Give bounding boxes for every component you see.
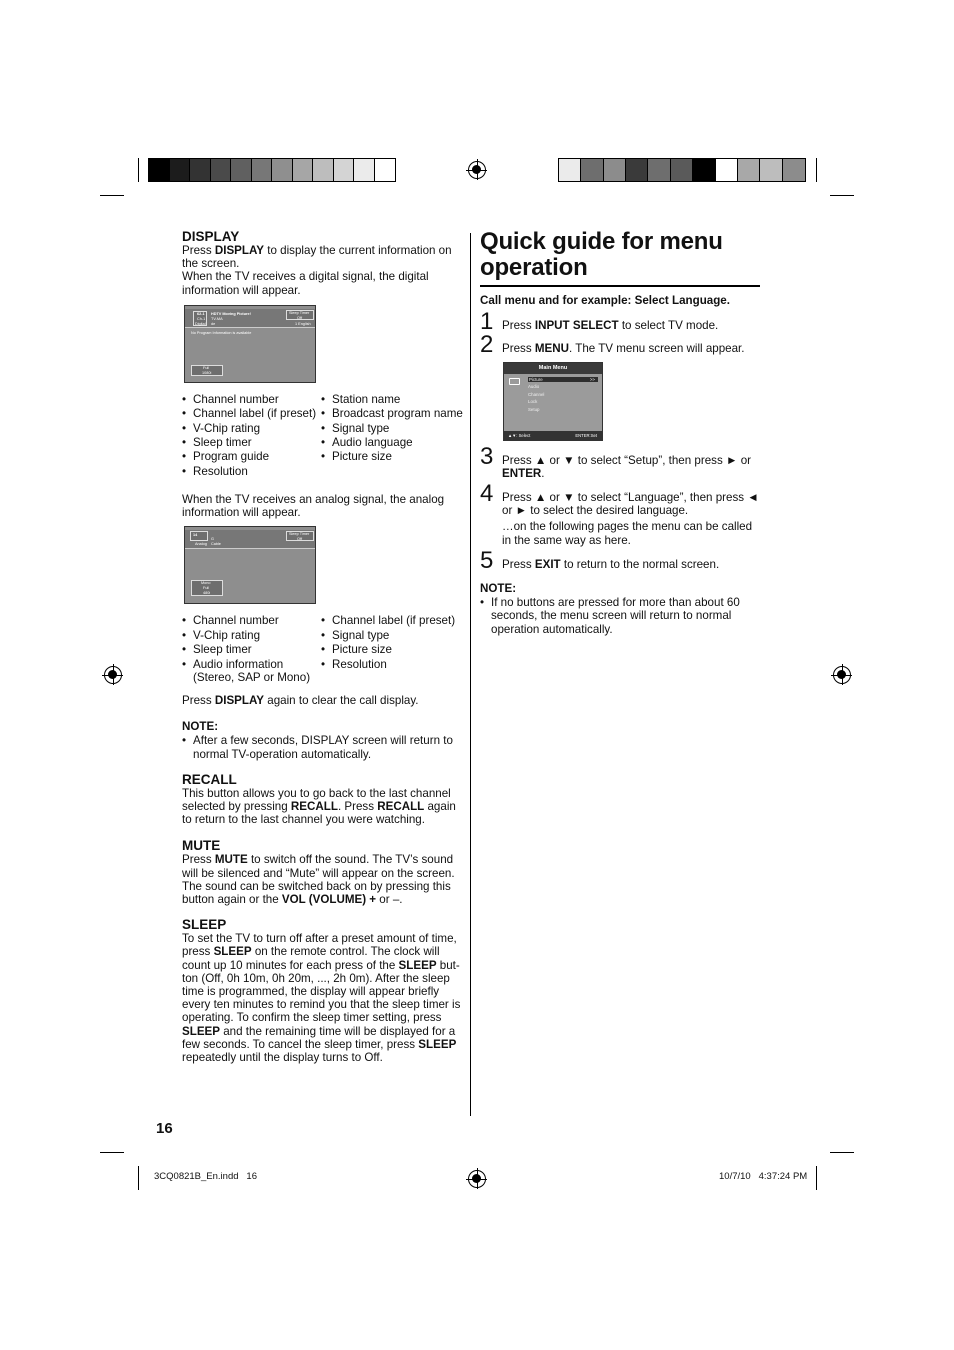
- color-swatch: [252, 159, 273, 181]
- step-1: 1 Press INPUT SELECT to select TV mode.: [480, 308, 719, 336]
- menu-item-setup: Setup: [528, 406, 540, 412]
- color-swatch: [604, 159, 626, 181]
- color-swatch: [581, 159, 603, 181]
- menu-item-channel: Channel: [528, 391, 545, 397]
- recall-heading: RECALL: [182, 771, 237, 787]
- list-item: • Broadcast program name: [321, 407, 463, 420]
- color-swatch: [693, 159, 715, 181]
- color-swatch: [559, 159, 581, 181]
- list-item: • Program guide: [182, 450, 321, 463]
- color-swatch: [211, 159, 232, 181]
- color-swatch: [626, 159, 648, 181]
- registration-mark-icon: [468, 161, 486, 179]
- crop-mark: [138, 158, 139, 182]
- mute-heading: MUTE: [182, 838, 221, 854]
- menu-note-heading: NOTE:: [480, 582, 517, 596]
- display-intro: Press DISPLAY to display the current information on the screen.: [182, 244, 452, 271]
- display-clear-text: Press DISPLAY again to clear the call display.: [182, 693, 419, 707]
- color-swatch: [149, 159, 170, 181]
- crop-mark: [830, 195, 854, 196]
- list-item: • V-Chip rating: [182, 629, 321, 642]
- menu-item-lock: Lock: [528, 398, 538, 404]
- page-title: Quick guide for menu operation: [480, 228, 723, 281]
- digital-info-list: [182, 393, 464, 478]
- color-swatch: [170, 159, 191, 181]
- display-note-heading: NOTE:: [182, 720, 219, 734]
- color-swatch: [190, 159, 211, 181]
- color-swatch: [293, 159, 314, 181]
- crop-mark: [100, 1152, 124, 1153]
- color-swatch: [231, 159, 252, 181]
- crop-mark: [100, 195, 124, 196]
- recall-text: This button allows you to go back to the last channel selected by pressing RECALL. Press RECALL again to return to the last channel you were watching.: [182, 786, 456, 827]
- menu-item-picture: Picture >>: [528, 377, 598, 382]
- crop-mark: [138, 1166, 139, 1190]
- list-item: • Picture size: [321, 643, 463, 656]
- color-swatch: [272, 159, 293, 181]
- color-swatch: [738, 159, 760, 181]
- mute-text: Press MUTE to switch off the sound. The TV’s sound will be silenced and “Mute” will appear on the screen. The sound can be switched back on by pressing this button again or the VOL (VOLUME) + or –.: [182, 853, 455, 906]
- list-item: • Channel label (if preset): [321, 614, 463, 627]
- list-item: • Channel number: [182, 614, 321, 627]
- step-5: 5 Press EXIT to return to the normal screen.: [480, 546, 720, 574]
- display-heading: DISPLAY: [182, 229, 240, 244]
- color-swatch: [375, 159, 395, 181]
- list-item: • Sleep timer: [182, 643, 321, 656]
- list-item: • Resolution: [321, 658, 463, 684]
- crop-mark: [816, 158, 817, 182]
- analog-osd-screen: 14 G Analog Cable Sleep Timer Off Mono Full 480i: [184, 526, 316, 604]
- title-rule: [480, 285, 760, 287]
- menu-item-audio: Audio: [528, 383, 540, 389]
- page-number: 16: [156, 1120, 173, 1137]
- color-calibration-bar-left: [148, 158, 396, 182]
- step-3: 3 Press ▲ or ▼ to select “Setup”, then press ► or ENTER.: [480, 442, 751, 480]
- color-calibration-bar-right: [558, 158, 806, 182]
- color-swatch: [313, 159, 334, 181]
- display-analog-text: When the TV receives an analog signal, the analog information will appear.: [182, 492, 445, 520]
- menu-footer: ▲▼: Select ENTER:Set: [504, 431, 602, 440]
- crop-mark: [830, 1152, 854, 1153]
- list-item: • Sleep timer: [182, 436, 321, 449]
- list-item: • Channel label (if preset): [182, 407, 321, 420]
- list-item: • Audio language: [321, 436, 463, 449]
- digital-osd-screen: 62-1 Ch-1 Digital HDTV Moving Picture! TV-MA de Sleep Timer Off 1 English No Program Information is available Full 1080i: [184, 305, 316, 383]
- registration-mark-icon: [468, 1170, 486, 1188]
- list-item: • V-Chip rating: [182, 422, 321, 435]
- picture-icon: [509, 378, 520, 385]
- list-item: • Picture size: [321, 450, 463, 463]
- display-note: • After a few seconds, DISPLAY screen will return to normal TV-operation automatically.: [182, 734, 464, 760]
- list-item: • Channel number: [182, 393, 321, 406]
- list-item: • Resolution: [182, 465, 321, 478]
- right-column: [480, 229, 760, 636]
- column-divider: [470, 233, 471, 1116]
- color-swatch: [334, 159, 355, 181]
- tv-main-menu-screen: Main Menu Picture >> Audio Channel Lock Setup ▲▼: Select ENTER:Set: [503, 362, 603, 441]
- step-4-extra: …on the following pages the menu can be called in the same way as here.: [502, 520, 753, 547]
- print-timestamp: 10/7/10 4:37:24 PM: [719, 1171, 808, 1182]
- color-swatch: [354, 159, 375, 181]
- step-2: 2 Press MENU. The TV menu screen will appear.: [480, 331, 745, 359]
- sleep-text: To set the TV to turn off after a preset amount of time, press SLEEP on the remote control. The clock will count up 10 minutes for each press of the SLEEP but-ton (Off, 0h 10m, 0h 20m, ..., 2h 0m). After the sleep time is programmed, the display will appear briefly every ten minutes to remind you that the sleep timer is operating. To confirm the sleep timer setting, press SLEEP and the remaining time will be displayed for a few seconds. To cancel the sleep timer, press SLEEP repeatedly until the display turns to Off.: [182, 932, 461, 1065]
- color-swatch: [671, 159, 693, 181]
- left-column: [182, 229, 464, 1064]
- menu-note: • If no buttons are pressed for more than about 60 seconds, the menu screen will return to normal operation automatically.: [480, 596, 760, 636]
- list-item: • Station name: [321, 393, 463, 406]
- step-4: 4 Press ▲ or ▼ to select “Language”, then press ◄ or ► to select the desired language. …on the following pages the menu can be called in the same way as here.: [480, 480, 759, 547]
- color-swatch: [716, 159, 738, 181]
- sleep-heading: SLEEP: [182, 917, 227, 933]
- list-item: • Signal type: [321, 629, 463, 642]
- analog-info-list: [182, 614, 464, 684]
- crop-mark: [816, 1166, 817, 1190]
- list-item: • Audio information (Stereo, SAP or Mono): [182, 658, 321, 684]
- list-item: • Signal type: [321, 422, 463, 435]
- color-swatch: [648, 159, 670, 181]
- color-swatch: [783, 159, 805, 181]
- display-digital-text: When the TV receives a digital signal, the digital information will appear.: [182, 270, 429, 297]
- color-swatch: [760, 159, 782, 181]
- guide-subtitle: Call menu and for example: Select Language.: [480, 294, 730, 307]
- file-slug: 3CQ0821B_En.indd 16: [154, 1171, 257, 1182]
- registration-mark-icon: [833, 666, 851, 684]
- registration-mark-icon: [104, 666, 122, 684]
